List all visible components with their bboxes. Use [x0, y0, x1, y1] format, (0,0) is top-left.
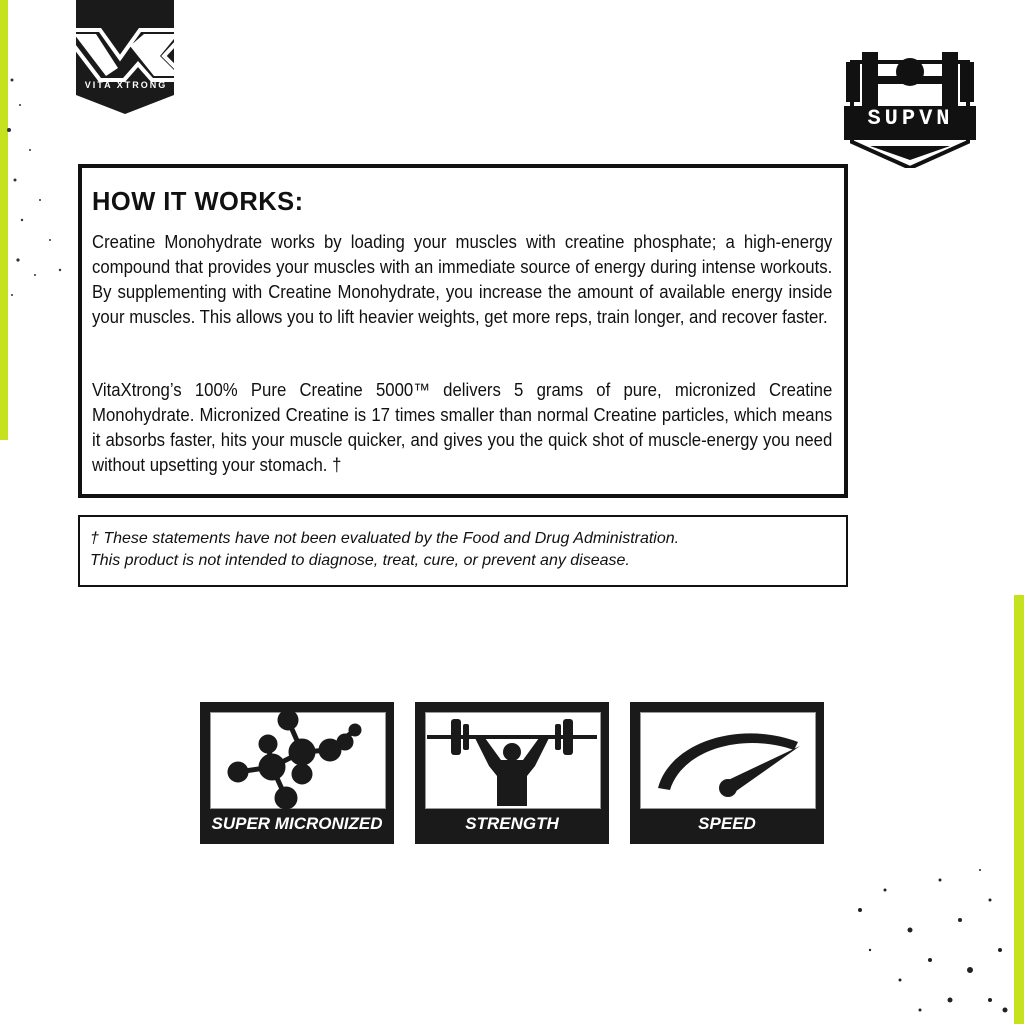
feature-super-micronized — [200, 702, 394, 844]
feature-label: SUPER MICRONIZED — [211, 814, 383, 833]
how-it-works-paragraph-2: VitaXtrong’s 100% Pure Creatine 5000™ delivers 5 grams of pure, micronized Creatine Monohydrate. Micronized Creatine is 17 times smaller than normal Creatine particles, which means it absorbs faster, hits your muscle quicker, and gives you the quick shot of muscle-energy you need without upsetting your stomach. † — [92, 380, 833, 475]
disclaimer-line-1: † These statements have not been evaluated by the Food and Drug Administration. — [90, 530, 680, 547]
vitaxtrong-logo-text: VITA XTRONG — [84, 80, 168, 90]
weightlifter-icon — [415, 702, 609, 812]
disclaimer-line-2: This product is not intended to diagnose, treat, cure, or prevent any disease. — [90, 552, 630, 569]
feature-strength — [415, 702, 609, 844]
how-it-works-title: HOW IT WORKS: — [92, 186, 304, 216]
feature-label: SPEED — [698, 814, 756, 833]
molecule-icon — [200, 702, 394, 812]
fda-disclaimer — [78, 515, 848, 587]
how-it-works-panel — [78, 164, 848, 498]
how-it-works-paragraph-1: Creatine Monohydrate works by loading your muscles with creatine phosphate; a high-energy compound that provides your muscles with an immediate source of energy during intense workouts. By supplementing with Creatine Monohydrate, you increase the amount of available energy inside your muscles. This allows you to lift heavier weights, get more reps, train longer, and recover faster. — [92, 232, 833, 327]
vitaxtrong-logo — [60, 0, 190, 114]
speckle-decoration-right — [840, 850, 1015, 1020]
supvn-logo-text: SUPVN — [867, 106, 954, 131]
accent-bar-right — [1014, 595, 1024, 1024]
feature-label: STRENGTH — [465, 814, 559, 833]
supvn-logo — [840, 42, 980, 168]
speedometer-icon — [630, 702, 824, 812]
feature-speed — [630, 702, 824, 844]
